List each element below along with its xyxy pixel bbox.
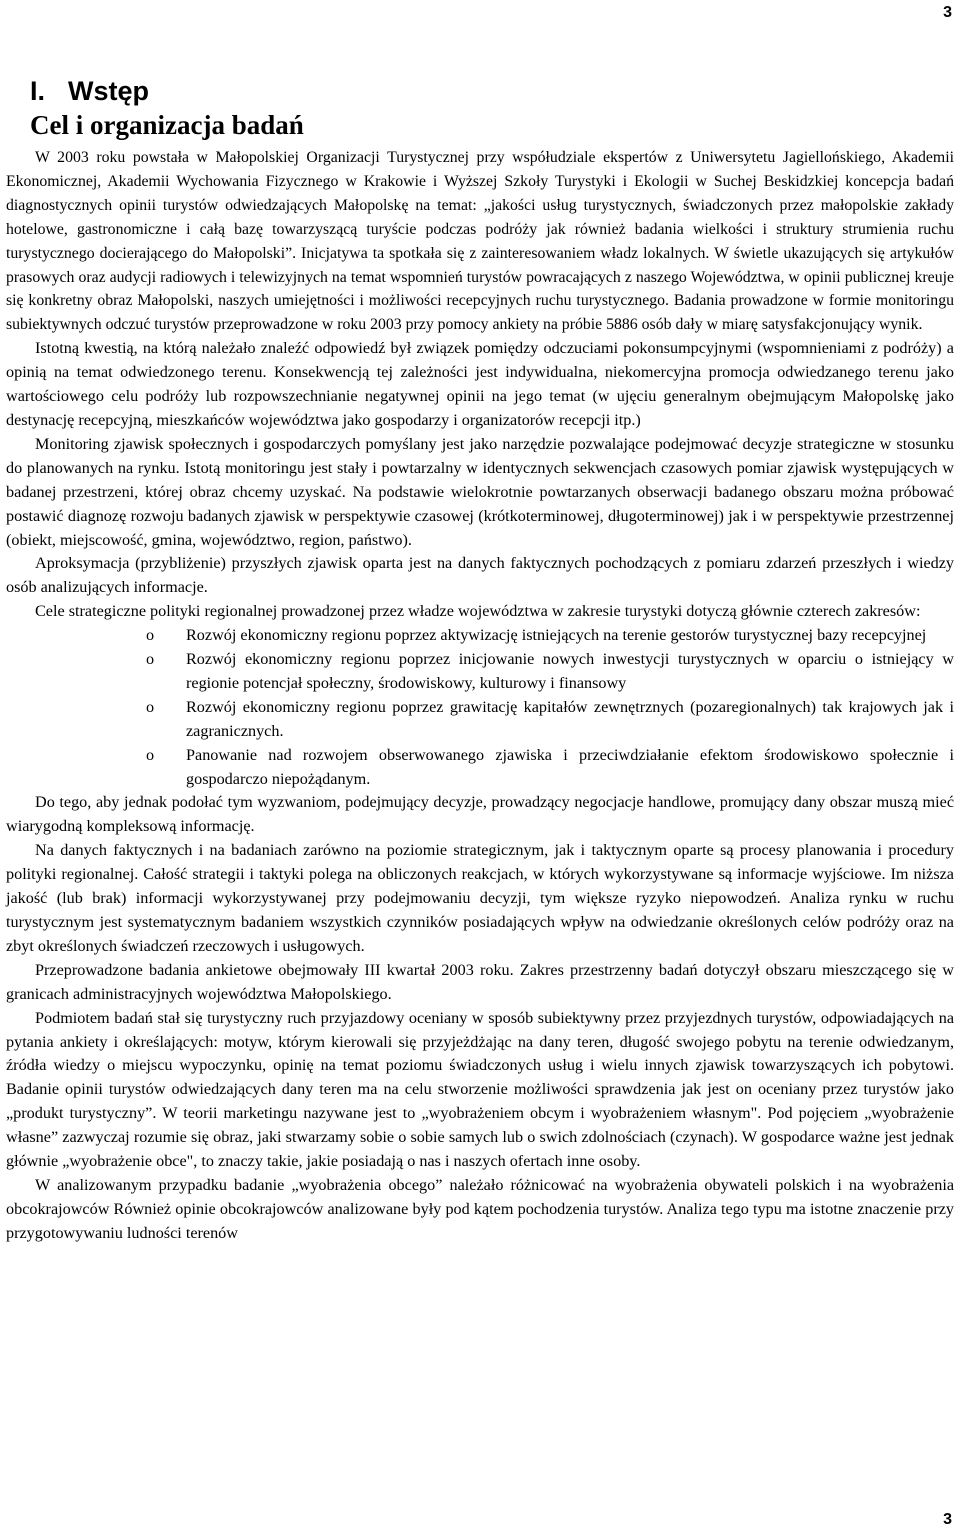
- paragraph: Podmiotem badań stał się turystyczny ruch przyjazdowy oceniany w sposób subiektywny przez przyjezdnych turystów, odpowiadających na pytania ankiety i określających: motyw, którym kierowali się przyjeżdżając na dany teren, długość swojego pobytu na terenie odwiedzanym, źródła wiedzy o miejscu wypoczynku, opinię na temat poziomu świadczonych usług i wielu innych zjawisk towarzyszących ich pobytowi. Badanie opinii turystów odwiedzających dany teren ma na celu stworzenie możliwości sprawdzenia jak jest on oceniany przez turystów jako „produkt turystyczny”. W teorii marketingu nazywane jest to „wyobrażeniem obcym i wyobrażeniem własnym". Pod pojęciem „wyobrażenie własne” zazwyczaj rozumie się obraz, jaki stwarzamy sobie o sobie samych lub o swich zdolnościach (czynach). W gospodarce ważne jest jednak głównie „wyobrażenie obce", to znaczy takie, jakie posiadają o nas i naszych ofertach inne osoby.: [6, 1008, 954, 1171]
- strategic-goals-list: [6, 624, 954, 791]
- section-title: Cel i organizacja badań: [30, 110, 304, 140]
- chapter-number: I.: [30, 76, 46, 106]
- paragraph: Przeprowadzone badania ankietowe obejmowały III kwartał 2003 roku. Zakres przestrzenny badań dotyczył obszaru mieszczącego się w granicach administracyjnych województwa Małopolskiego.: [6, 960, 954, 1003]
- page-content: [6, 74, 954, 1246]
- chapter-heading: [30, 74, 954, 108]
- paragraph: Aproksymacja (przybliżenie) przyszłych zjawisk oparta jest na danych faktycznych pochodzących z pomiaru zdarzeń przeszłych i wiedzy osób analizujących informacje.: [6, 554, 954, 597]
- bullet-marker: o: [146, 745, 155, 764]
- paragraph: W 2003 roku powstała w Małopolskiej Organizacji Turystycznej przy współudziale ekspertów z Uniwersytetu Jagiellońskiego, Akademii Ekonomicznej, Akademii Wychowania Fizycznego w Krakowie i Wyższej Szkoły Turystyki i Ekologii w Suchej Beskidzkiej koncepcja badań diagnostycznych opinii turystów odwiedzających Małopolskę na temat: „jakości usług turystycznych, świadczonych przez małopolskie zakłady hotelowe, gastronomiczne i całą bazę towarzyszącą turyście podczas podróży jak również badania wielkości i struktury strumienia ruchu turystycznego docierającego do Małopolski”. Inicjatywa ta spotkała się z zainteresowaniem władz lokalnych. W świetle ukazujących się artykułów prasowych oraz audycji radiowych i telewizyjnych na temat wspomnień turystów powracających z naszego Województwa, w opinii publicznej kreuje się konkretny obraz Małopolski, naszych umiejętności i możliwości recepcyjnych ruchu turystycznego. Badania prowadzone w formie monitoringu subiektywnych odczuć turystów przeprowadzone w roku 2003 przy pomocy ankiety na próbie 5886 osób dały w miarę satysfakcjonujący wynik.: [6, 149, 954, 334]
- list-item: [146, 696, 954, 744]
- bullet-marker: o: [146, 626, 155, 645]
- bullet-marker: o: [146, 697, 155, 716]
- list-item-text: Rozwój ekonomiczny regionu poprzez aktywizację istniejących na terenie gestorów turystycznej bazy recepcyjnej: [186, 626, 927, 645]
- list-item: [146, 624, 954, 648]
- list-item: [146, 648, 954, 696]
- list-item-text: Rozwój ekonomiczny regionu poprzez grawitację kapitałów zewnętrznych (pozaregionalnych) tak krajowych jak i zagranicznych.: [186, 697, 954, 740]
- bullet-marker: o: [146, 650, 155, 669]
- paragraph: Cele strategiczne polityki regionalnej prowadzonej przez władze województwa w zakresie turystyki dotyczą głównie czterech zakresów:: [35, 602, 921, 621]
- paragraph: Na danych faktycznych i na badaniach zarówno na poziomie strategicznym, jak i taktycznym oparte są procesy planowania i procedury polityki regionalnej. Całość strategii i taktyki polega na obliczonych reakcjach, w których wykorzystywane są informacje wyjściowe. Im niższa jakość (lub brak) informacji wykorzystywanej przy podejmowaniu decyzji, tym większe ryzyko niepowodzeń. Analiza rynku w ruchu turystycznym jest systematycznym badaniem wszystkich czynników posiadających wpływ na odwiedzanie określonych celów podróży oraz na zbyt określonych świadczeń rzeczowych i usługowych.: [6, 841, 954, 955]
- page-number-bottom: 3: [943, 1511, 952, 1528]
- paragraph: Monitoring zjawisk społecznych i gospodarczych pomyślany jest jako narzędzie pozwalające podejmować decyzje strategiczne w stosunku do planowanych na rynku. Istotą monitoringu jest stały i powtarzalny w identycznych sekwencjach czasowych pomiar zjawisk występujących w badanej przestrzeni, której obraz chcemy uzyskać. Na podstawie wielokrotnie powtarzanych obserwacji badanego obszaru można próbować postawić diagnozę rozwoju badanych zjawisk w perspektywie czasowej (krótkoterminowej, długoterminowej) jak i w perspektywie przestrzennej (obiekt, miejscowość, gmina, województwo, region, państwo).: [6, 434, 954, 549]
- paragraph: W analizowanym przypadku badanie „wyobrażenia obcego” należało różnicować na wyobrażenia obywateli polskich i na wyobrażenia obcokrajowców Również opinie obcokrajowców analizowane były pod kątem pochodzenia turystów. Analiza tego typu ma istotne znaczenie przy przygotowywaniu ludności terenów: [6, 1175, 954, 1242]
- list-item-text: Panowanie nad rozwojem obserwowanego zjawiska i przeciwdziałanie efektom środowiskowo społecznie i gospodarczo niepożądanym.: [186, 745, 954, 788]
- page-number-top: 3: [943, 4, 952, 21]
- chapter-title: Wstęp: [68, 76, 149, 106]
- paragraph: Istotną kwestią, na którą należało znaleźć odpowiedź był związek pomiędzy odczuciami pokonsumpcyjnymi (wspomnieniami z podróży) a opinią na temat odwiedzonego terenu. Konsekwencją tej zależności jest indywidualna, niekomercyjna promocja odwiedzanego terenu jako wartościowego celu podróży lub rozpowszechnianie negatywnej opinii na jego temat (w ujęciu generalnym obejmującym Małopolskę jako destynację recepcyjną, mieszkańców województwa jako gospodarzy i organizatorów recepcji itp.): [6, 339, 954, 429]
- list-item-text: Rozwój ekonomiczny regionu poprzez inicjowanie nowych inwestycji turystycznych w oparciu o istniejący w regionie potencjał społeczny, środowiskowy, kulturowy i finansowy: [186, 650, 954, 692]
- list-item: [146, 744, 954, 792]
- paragraph: Do tego, aby jednak podołać tym wyzwaniom, podejmujący decyzje, prowadzący negocjacje handlowe, promujący dany obszar muszą mieć wiarygodną kompleksową informację.: [6, 793, 954, 836]
